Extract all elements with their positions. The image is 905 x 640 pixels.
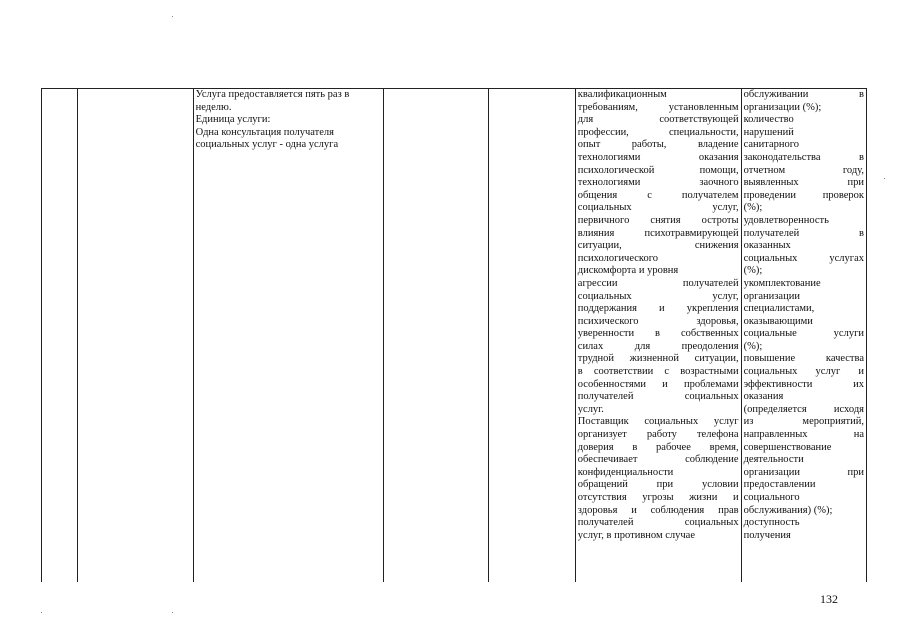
text-line: психологического	[577, 252, 659, 264]
text-line: организации при	[743, 466, 864, 478]
text-line: квалификационным	[577, 89, 667, 100]
text-line: услуг, в противном случае	[577, 529, 695, 541]
text-line: ситуации, снижения	[577, 240, 739, 252]
text-line: направленных на	[743, 429, 864, 441]
text-line: организации (%);	[743, 101, 822, 113]
text-line: для соответствующей	[577, 114, 739, 126]
cell-term	[488, 89, 575, 583]
text-line: поддержания и укрепления	[577, 303, 739, 315]
text-line: социальных услугах	[743, 252, 864, 264]
text-line: отсутствия угрозы жизни и	[577, 492, 739, 503]
text-line: здоровья и соблюдения прав	[577, 504, 739, 516]
scan-speck	[172, 612, 173, 613]
text-line: законодательства в	[743, 151, 864, 163]
text-line: организует работу телефона	[577, 429, 739, 441]
table-row	[42, 89, 867, 583]
text-line: оказанных	[743, 240, 791, 252]
text-line: получателей социальных	[577, 517, 739, 529]
text-line: удовлетворенность	[743, 214, 829, 226]
text-line: социального	[743, 492, 800, 503]
text-line: отчетном году,	[743, 164, 864, 176]
text-line: особенностями и проблемами	[577, 378, 739, 390]
text-line: получателей в	[743, 227, 864, 239]
text-line: социальных услуг,	[577, 290, 739, 302]
text-line: технологиями оказания	[577, 151, 739, 163]
text-line: психологической помощи,	[577, 164, 739, 176]
page-number: 132	[820, 592, 838, 606]
text-line: доступность	[743, 517, 800, 529]
cell-service-description	[193, 89, 383, 583]
text-line: получателей социальных	[577, 391, 739, 403]
text-line: социальных услуг - одна услуга	[195, 139, 339, 151]
text-line: обращений при условии	[577, 479, 739, 491]
text-line: неделю.	[195, 101, 232, 113]
text-line: оказывающими	[743, 315, 813, 327]
cell-quality-indicators	[741, 89, 866, 583]
text-line: общения с получателем	[577, 189, 739, 201]
text-line: профессии, специальности,	[577, 126, 739, 138]
text-line: требованиям, установленным	[577, 101, 739, 113]
text-line: укомплектование	[743, 277, 821, 289]
text-line: влияния психотравмирующей	[577, 227, 739, 239]
text-line: нарушений	[743, 126, 794, 138]
text-line: опыт работы, владение	[577, 139, 739, 151]
text-line: уверенности в собственных	[577, 328, 739, 340]
cell-number	[42, 89, 78, 583]
cell-conditions	[575, 89, 741, 583]
text-line: повышение качества	[743, 353, 864, 365]
text-line: социальных услуг и	[743, 366, 864, 378]
text-line: (%);	[743, 265, 763, 277]
scan-speck	[884, 178, 885, 179]
text-line: Одна консультация получателя	[195, 126, 334, 138]
scan-speck	[41, 612, 42, 613]
services-table	[41, 88, 867, 582]
text-line: деятельности	[743, 454, 804, 466]
text-line: (%);	[743, 202, 763, 214]
scan-speck	[172, 16, 173, 17]
text-line: специалистами,	[743, 303, 815, 315]
text-line: (определяется исходя	[743, 403, 864, 415]
text-line: Поставщик социальных услуг	[577, 416, 739, 428]
cell-standard	[383, 89, 488, 583]
text-line: Услуга предоставляется пять раз в	[195, 89, 350, 100]
text-line: услуг.	[577, 403, 604, 415]
text-line: доверия в рабочее время,	[577, 441, 739, 453]
text-line: санитарного	[743, 139, 800, 151]
text-line: выявленных при	[743, 177, 864, 189]
text-line: трудной жизненной ситуации,	[577, 353, 739, 365]
text-line: количество	[743, 114, 794, 126]
cell-service-name	[78, 89, 193, 583]
text-line: в соответствии с возрастными	[577, 366, 739, 378]
text-line: первичного снятия остроты	[577, 214, 739, 226]
text-line: проведении проверок	[743, 189, 864, 201]
text-line: агрессии получателей	[577, 277, 739, 289]
text-line: эффективности их	[743, 378, 864, 390]
text-line: психического здоровья,	[577, 315, 739, 327]
text-line: получения	[743, 529, 791, 541]
text-line: социальные услуги	[743, 328, 864, 340]
text-line: из мероприятий,	[743, 416, 864, 428]
text-line: обеспечивает соблюдение	[577, 454, 739, 466]
text-line: оказания	[743, 391, 784, 403]
text-line: обслуживания) (%);	[743, 504, 833, 516]
text-line: социальных услуг,	[577, 202, 739, 214]
text-line: организации	[743, 290, 800, 302]
text-line: силах для преодоления	[577, 340, 739, 352]
text-line: (%);	[743, 340, 763, 352]
text-line: совершенствование	[743, 441, 832, 453]
text-line: предоставлении	[743, 479, 816, 491]
text-line: технологиями заочного	[577, 177, 739, 189]
text-line: обслуживании в	[743, 89, 864, 100]
text-line: Единица услуги:	[195, 114, 271, 126]
text-line: дискомфорта и уровня	[577, 265, 679, 277]
text-line: конфиденциальности	[577, 466, 674, 478]
